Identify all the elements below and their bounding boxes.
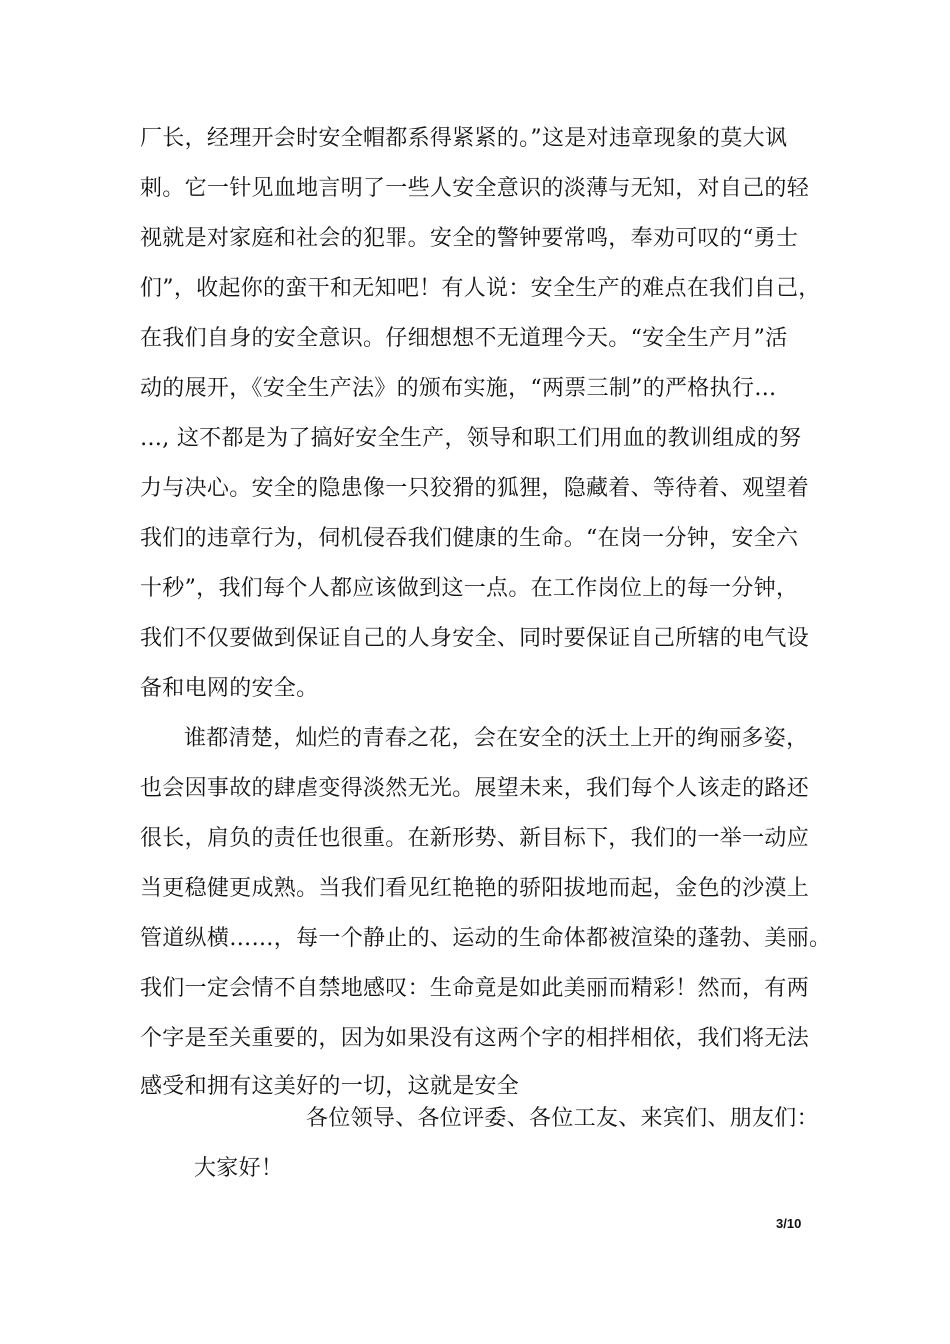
body-line-4: 们”，收起你的蛮干和无知吧！有人说：安全生产的难点在我们自己， xyxy=(140,276,821,301)
body-line-11: 我们不仅要做到保证自己的人身安全、同时要保证自己所辖的电气设 xyxy=(140,626,810,651)
greeting: 大家好！ xyxy=(194,1156,284,1181)
body-line-8: 力与决心。安全的隐患像一只狡猾的狐狸，隐藏着、等待着、观望着 xyxy=(140,476,810,501)
paragraph-2-line-5: 管道纵横……，每一个静止的、运动的生命体都被渲染的蓬勃、美丽。 xyxy=(140,926,832,951)
body-line-5: 在我们自身的安全意识。仔细想想不无道理今天。“安全生产月”活 xyxy=(140,326,788,351)
page-number: 3/10 xyxy=(776,1216,802,1231)
paragraph-2-line-7: 个字是至关重要的，因为如果没有这两个字的相拌相依，我们将无法 xyxy=(140,1026,810,1051)
paragraph-2-line-8: 感受和拥有这美好的一切，这就是安全 xyxy=(140,1074,520,1099)
body-line-10: 十秒”，我们每个人都应该做到这一点。在工作岗位上的每一分钟， xyxy=(140,576,799,601)
paragraph-2-line-6: 我们一定会情不自禁地感叹：生命竟是如此美丽而精彩！然而，有两 xyxy=(140,976,810,1001)
paragraph-2-line-3: 很长，肩负的责任也很重。在新形势、新目标下，我们的一举一动应 xyxy=(140,826,810,851)
body-line-1: 厂长，经理开会时安全帽都系得紧紧的。”这是对违章现象的莫大讽 xyxy=(140,126,788,151)
body-line-3: 视就是对家庭和社会的犯罪。安全的警钟要常鸣，奉劝可叹的“勇士 xyxy=(140,226,799,251)
paragraph-2-line-1: 谁都清楚，灿烂的青春之花，会在安全的沃土上开的绚丽多姿， xyxy=(184,726,809,751)
salutation: 各位领导、各位评委、各位工友、来宾们、朋友们： xyxy=(306,1106,819,1131)
body-line-2: 刺。它一针见血地言明了一些人安全意识的淡薄与无知，对自己的轻 xyxy=(140,176,810,201)
body-line-7: …, 这不都是为了搞好安全生产，领导和职工们用血的教训组成的努 xyxy=(140,426,802,451)
paragraph-2-line-4: 当更稳健更成熟。当我们看见红艳艳的骄阳拔地而起，金色的沙漠上 xyxy=(140,876,810,901)
paragraph-2-line-2: 也会因事故的肆虐变得淡然无光。展望未来，我们每个人该走的路还 xyxy=(140,776,810,801)
body-line-6: 动的展开，《安全生产法》的颁布实施，“两票三制”的严格执行… xyxy=(140,376,777,401)
body-line-9: 我们的违章行为，伺机侵吞我们健康的生命。“在岗一分钟，安全六 xyxy=(140,526,799,551)
body-line-12: 备和电网的安全。 xyxy=(140,676,319,701)
